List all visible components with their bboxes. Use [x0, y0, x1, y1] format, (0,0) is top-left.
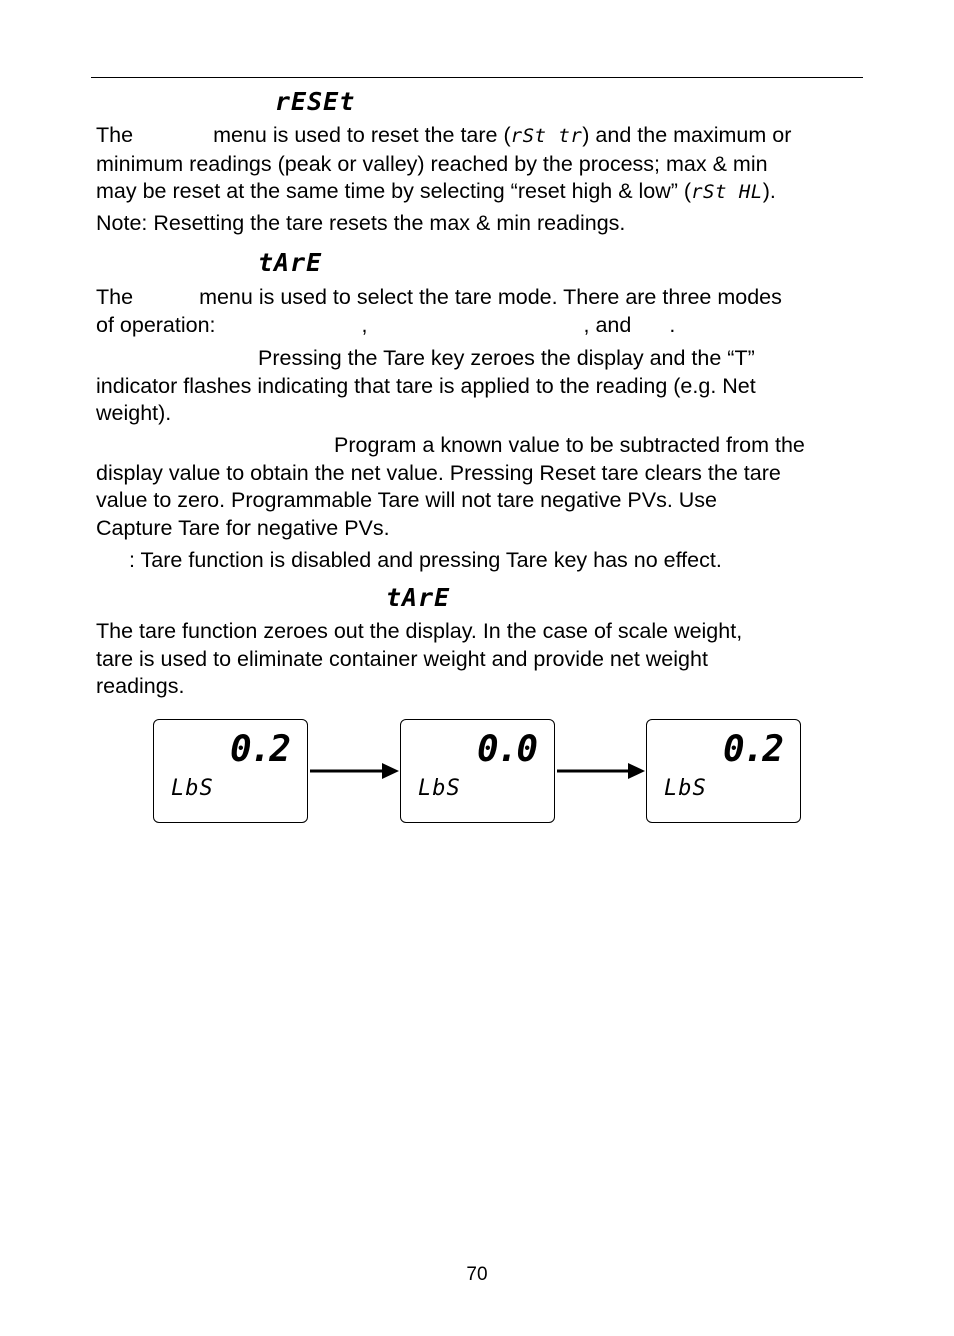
display-unit: LbS [418, 776, 461, 801]
tare-off-paragraph: : Tare function is disabled and pressing Tare key has no effect. [129, 548, 722, 572]
reset-note: Note: Resetting the tare resets the max & min readings. [96, 211, 626, 235]
tare-menu-paragraph: The menu is used to select the tare mode. There are three modes of operation: , , and . [96, 285, 782, 337]
arrow-right-icon [557, 763, 645, 779]
display-unit: LbS [664, 776, 707, 801]
capture-tare-paragraph: Pressing the Tare key zeroes the display and the “T” indicator flashes indicating that tare is applied to the reading (e.g. Net weight). [96, 346, 756, 425]
display-value: 0.2 [723, 729, 783, 770]
tare-function-paragraph: The tare function zeroes out the display. In the case of scale weight, tare is used to eliminate container weight and provide net weight readings. [96, 619, 743, 698]
tare-function-heading: tArE [386, 583, 451, 612]
programmable-tare-paragraph: Program a known value to be subtracted from the display value to obtain the net value. Pressing Reset tare clears the tare value to zero. Programmable Tare will not tare negative PVs. Use Capture Tare for negative PVs. [96, 433, 805, 540]
display-value: 0.0 [477, 729, 537, 770]
reset-heading: rESEt [275, 87, 356, 116]
display-unit: LbS [171, 776, 214, 801]
display-value: 0.2 [230, 729, 290, 770]
arrow-right-icon [310, 763, 399, 779]
page-number: 70 [466, 1264, 488, 1285]
tare-menu-heading: tArE [258, 248, 323, 277]
reset-paragraph: The menu is used to reset the tare (rSt tr) and the maximum or minimum readings (peak or valley) reached by the process; max & min may be reset at the same time by selecting “reset high & low” (rSt HL). [96, 123, 792, 203]
